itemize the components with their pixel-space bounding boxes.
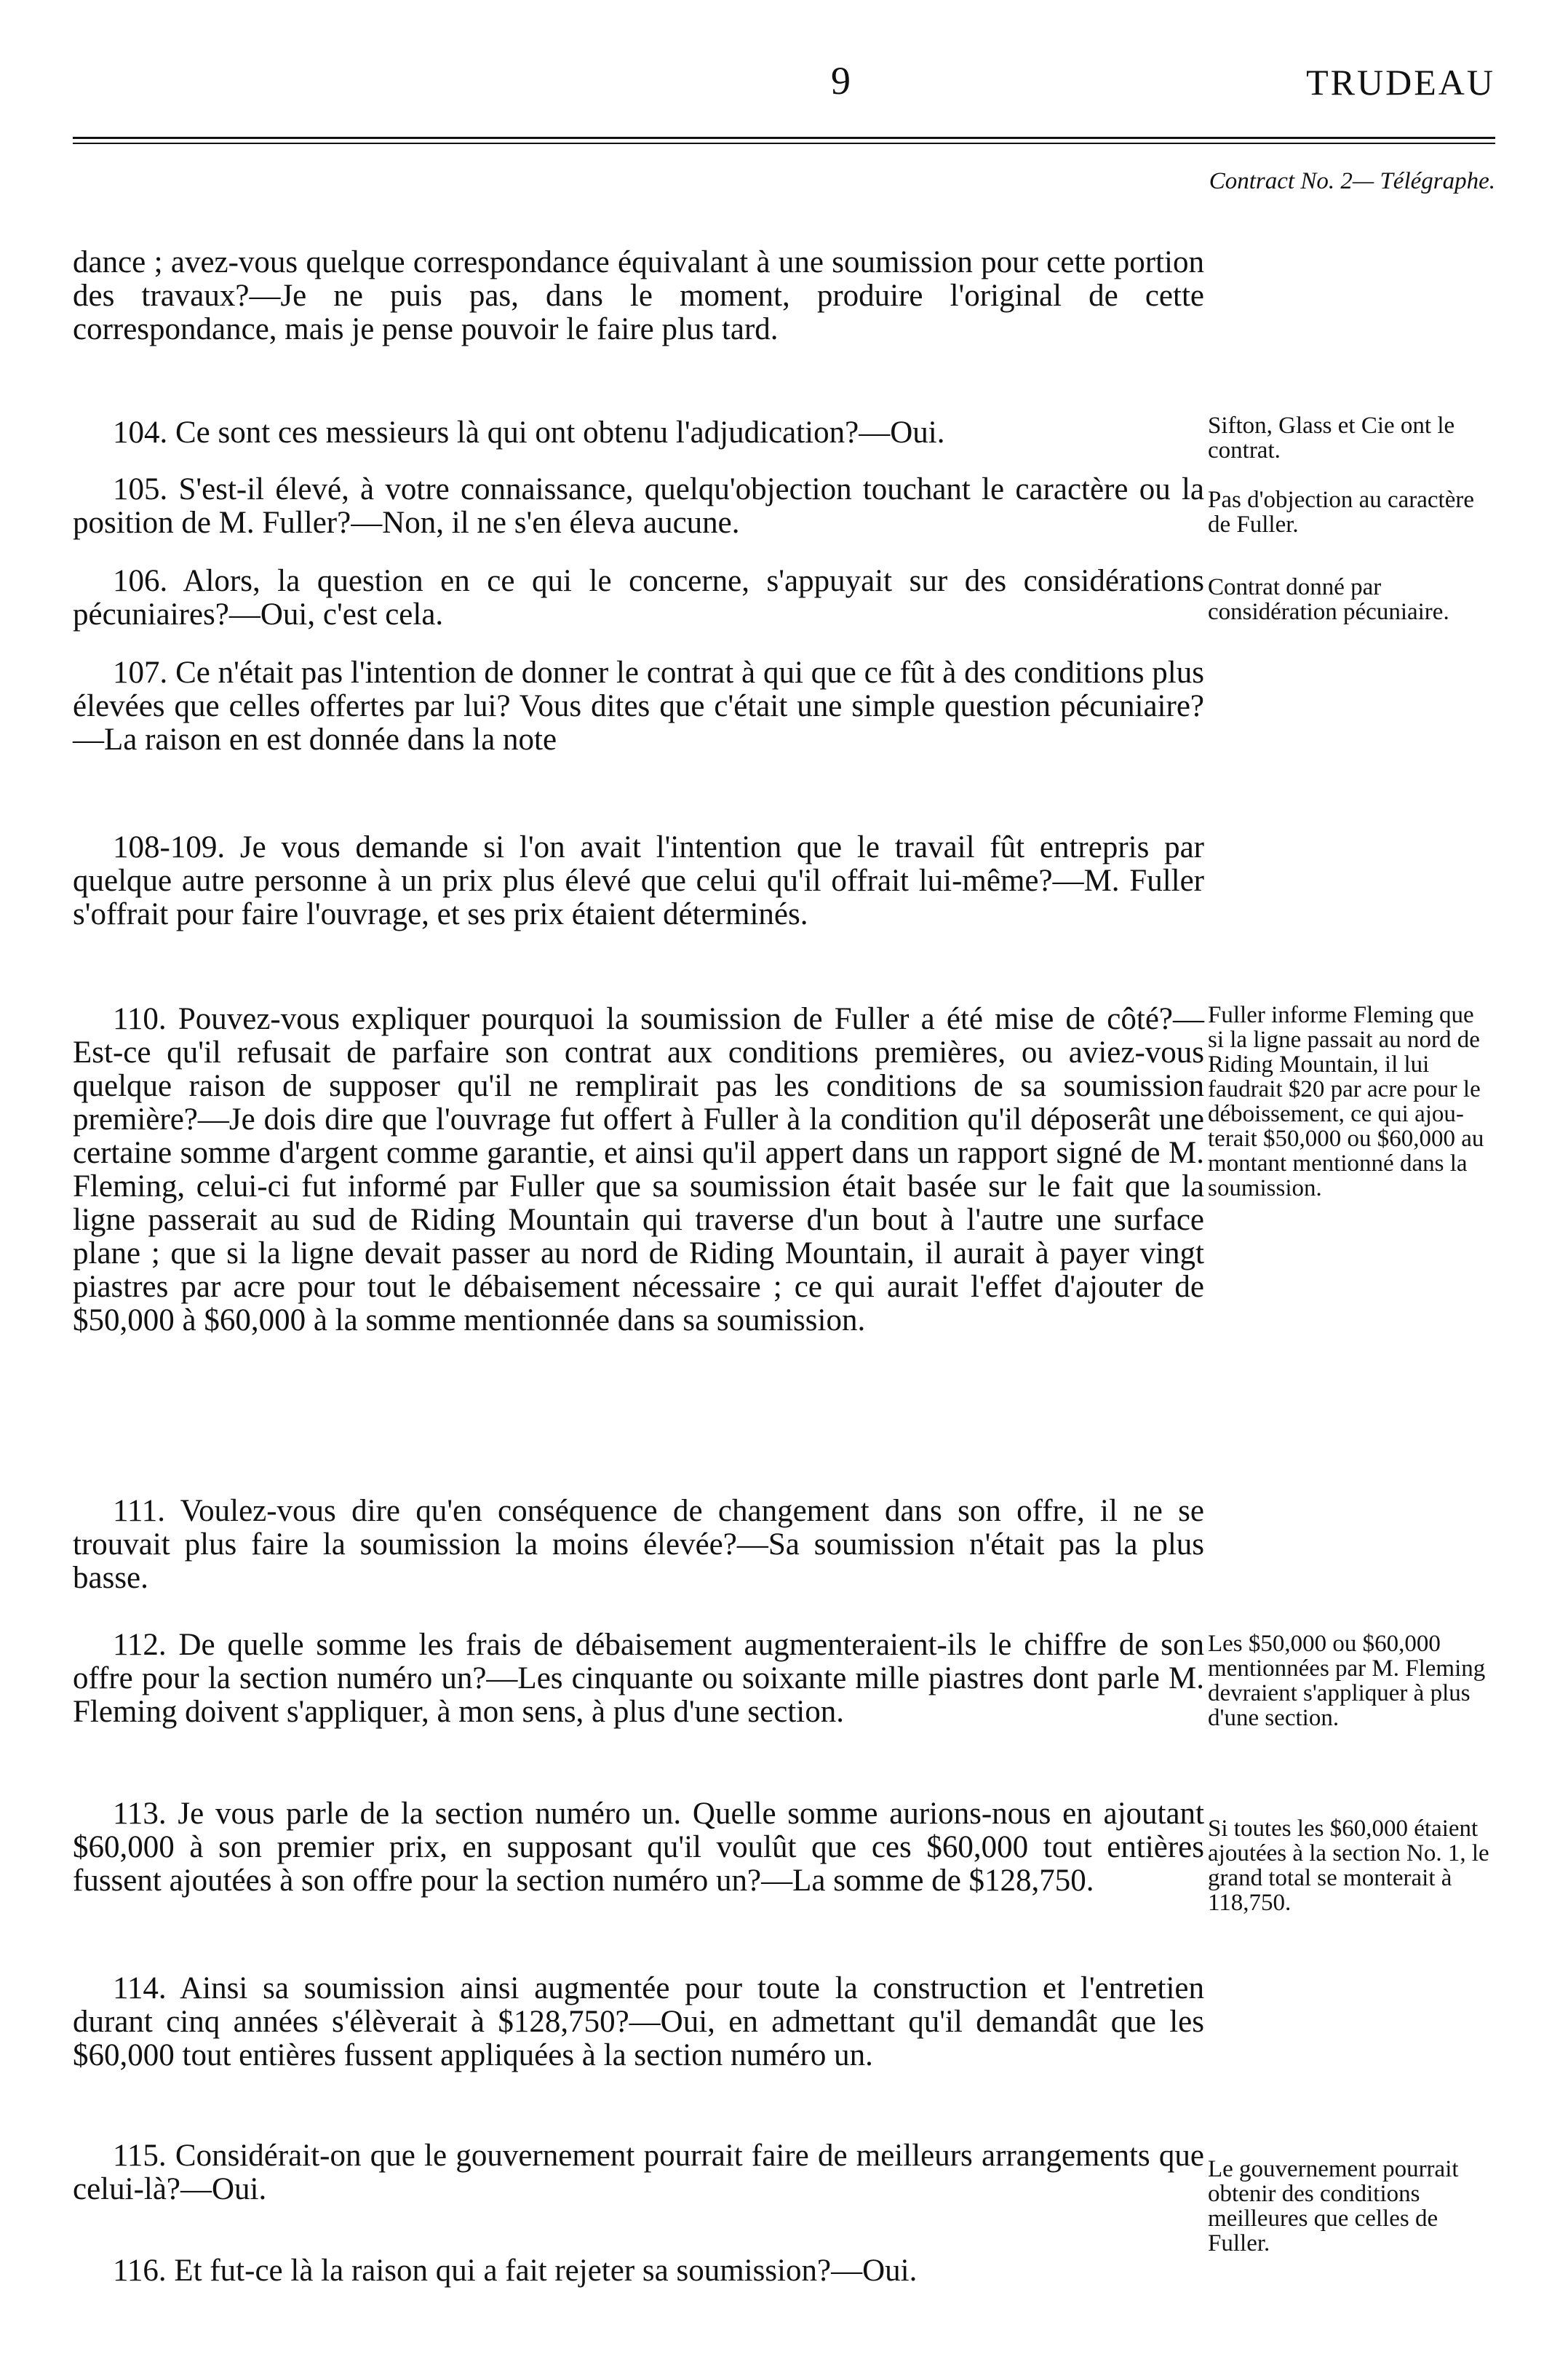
- paragraph-continuation: dance ; avez-vous quelque correspondance équivalant à une soumission pour cette portion des travaux?—Je ne puis pas, dans le moment, produire l'original de cette correspondance, mais je pense pouvoir le faire plus tard.: [73, 245, 1204, 346]
- paragraph-110: 110. Pouvez-vous expliquer pourquoi la soumission de Fuller a été mise de côté?—Est-ce qu'il refusait de parfaire son contrat aux conditions premières, ou aviez-vous quelque raison de supposer qu'il ne remplirait pas les conditions de sa soumission première?—Je dois dire que l'ouvrage fut offert à Fuller à la condition qu'il déposerât une certaine somme d'argent comme garantie, et ainsi qu'il appert dans un rapport signé de M. Fleming, celui-ci fut informé par Fuller que sa soumission était basée sur le fait que la ligne passerait au sud de Riding Mountain qui traverse d'un bout à l'autre une surface plane ; que si la ligne devait passer au nord de Riding Mountain, il aurait à payer vingt piastres par acre pour tout le débaisement nécessaire ; ce qui aurait l'effet d'ajouter de $50,000 à $60,000 à la somme mentionnée dans sa soumission.: [73, 1002, 1204, 1337]
- margin-note-105: Pas d'objection au caractère de Fuller.: [1208, 487, 1475, 538]
- page-header: [73, 44, 1495, 109]
- margin-note-contract: Contract No. 2— Télégraphe.: [1209, 168, 1495, 194]
- margin-note-110: Fuller informe Fleming que si la ligne passait au nord de Riding Mountain, il lui faudrait $20 par acre pour le déboissement, ce qui ajouterait $50,000 ou $60,000 au montant mentionné dans la soumission.: [1208, 1002, 1484, 1201]
- paragraph-114: 114. Ainsi sa soumission ainsi augmentée pour toute la construction et l'entretien durant cinq années s'élèverait à $128,750?—Oui, en admettant qu'il demandât que les $60,000 tout entières fussent appliquées à la section numéro un.: [73, 1971, 1204, 2072]
- paragraph-116: 116. Et fut-ce là la raison qui a fait rejeter sa soumission?—Oui.: [113, 2254, 918, 2288]
- running-head: TRUDEAU: [1306, 62, 1495, 103]
- margin-note-106: Contrat donné par considération pécuniaire.: [1208, 574, 1449, 625]
- paragraph-112: 112. De quelle somme les frais de débaisement augmenteraient-ils le chiffre de son offre pour la section numéro un?—Les cinquante ou soixante mille piastres dont parle M. Fleming doivent s'appliquer, à mon sens, à plus d'une section.: [73, 1628, 1204, 1729]
- paragraph-104: 104. Ce sont ces messieurs là qui ont obtenu l'adjudication?—Oui.: [113, 415, 945, 450]
- paragraph-115: 115. Considérait-on que le gouvernement pourrait faire de meilleurs arrangements que celui-là?—Oui.: [73, 2139, 1204, 2206]
- margin-note-112: Les $50,000 ou $60,000 mentionnées par M. Fleming devraient s'appliquer à plus d'une section.: [1208, 1631, 1486, 1731]
- paragraph-108-109: 108-109. Je vous demande si l'on avait l'intention que le travail fût entrepris par quelque autre personne à un prix plus élevé que celui qu'il offrait lui-même?—M. Fuller s'offrait pour faire l'ouvrage, et ses prix étaient déterminés.: [73, 830, 1204, 931]
- paragraph-105: 105. S'est-il élevé, à votre connaissance, quelqu'objection touchant le caractère ou la position de M. Fuller?—Non, il ne s'en éleva aucune.: [73, 472, 1204, 540]
- page-number: 9: [831, 59, 851, 103]
- header-rule-top: [73, 137, 1495, 139]
- paragraph-106: 106. Alors, la question en ce qui le concerne, s'appuyait sur des considérations pécuniaires?—Oui, c'est cela.: [73, 564, 1204, 632]
- paragraph-107: 107. Ce n'était pas l'intention de donner le contrat à qui que ce fût à des conditions plus élevées que celles offertes par lui? Vous dites que c'était une simple question pécuniaire?—La raison en est donnée dans la note: [73, 656, 1204, 757]
- margin-note-115: Le gouvernement pourrait obtenir des conditions meilleures que celles de Fuller.: [1208, 2156, 1459, 2256]
- margin-note-104: Sifton, Glass et Cie ont le contrat.: [1208, 413, 1455, 464]
- paragraph-111: 111. Voulez-vous dire qu'en conséquence de changement dans son offre, il ne se trouvait plus faire la soumission la moins élevée?—Sa soumission n'était pas la plus basse.: [73, 1494, 1204, 1595]
- paragraph-113: 113. Je vous parle de la section numéro un. Quelle somme aurions-nous en ajoutant $60,000 à son premier prix, en supposant qu'il voulût que ces $60,000 tout entières fussent ajoutées à son offre pour la section numéro un?—La somme de $128,750.: [73, 1797, 1204, 1898]
- margin-note-113: Si toutes les $60,000 étaient ajoutées à la section No. 1, le grand total se monterait à 118,750.: [1208, 1816, 1489, 1916]
- header-rule-bottom: [73, 143, 1495, 144]
